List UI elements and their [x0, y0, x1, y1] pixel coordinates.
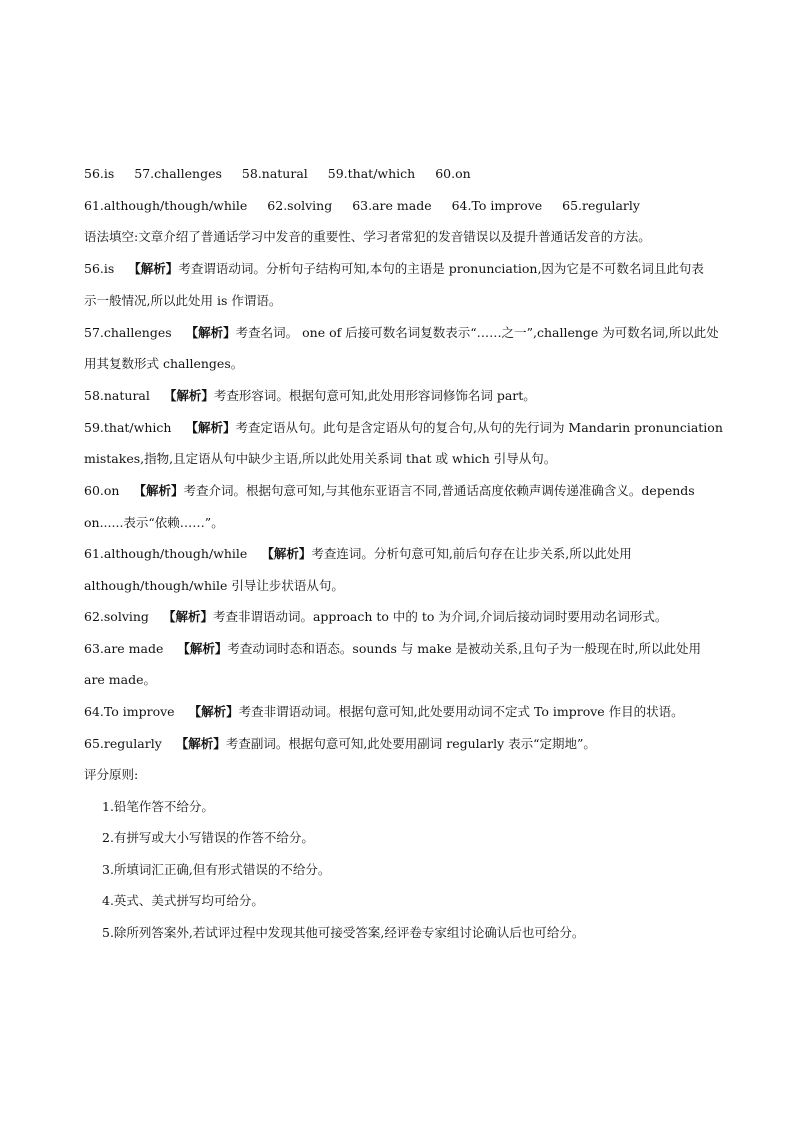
explanation-text: 考查形容词。根据句意可知,此处用形容词修饰名词 part。 — [213, 388, 536, 403]
item-number: 62.solving — [84, 609, 149, 624]
answer-item: 63.are made — [352, 198, 432, 213]
answer-row — [84, 198, 734, 214]
explanation-text: 考查副词。根据句意可知,此处要用副词 regularly 表示“定期地”。 — [225, 736, 596, 751]
analysis-tag: 【解析】 — [128, 261, 179, 276]
analysis-tag: 【解析】 — [162, 609, 213, 624]
analysis-tag: 【解析】 — [163, 388, 214, 403]
explanation-text: 考查定语从句。此句是含定语从句的复合句,从句的先行词为 Mandarin pronunciation — [235, 420, 723, 435]
explanation-line: mistakes,指物,且定语从句中缺少主语,所以此处用关系词 that 或 which 引导从句。 — [84, 451, 557, 466]
answer-item: 61.although/though/while — [84, 198, 248, 213]
explanation-line: although/though/while 引导让步状语从句。 — [84, 578, 344, 593]
rule-item: 3.所填词汇正确,但有形式错误的不给分。 — [102, 862, 331, 877]
explanation-line — [84, 546, 734, 562]
item-number: 58.natural — [84, 388, 150, 403]
explanation-text: 考查非谓语动词。根据句意可知,此处要用动词不定式 To improve 作目的状语。 — [238, 704, 684, 719]
explanation-line: are made。 — [84, 672, 157, 687]
explanation-line: 用其复数形式 challenges。 — [84, 356, 244, 371]
answer-item: 64.To improve — [451, 198, 543, 213]
analysis-tag: 【解析】 — [175, 736, 226, 751]
explanation-text: 考查介词。根据句意可知,与其他东亚语言不同,普通话高度依赖声调传递准确含义。depends — [183, 483, 695, 498]
explanation-line: 示一般情况,所以此处用 is 作谓语。 — [84, 293, 282, 308]
rule-item: 2.有拼写或大小写错误的作答不给分。 — [102, 830, 314, 845]
analysis-tag: 【解析】 — [177, 641, 228, 656]
explanation-text: 考查连词。分析句意可知,前后句存在让步关系,所以此处用 — [311, 546, 632, 561]
item-number: 64.To improve — [84, 704, 175, 719]
explanation-text: 考查非谓语动词。approach to 中的 to 为介词,介词后接动词时要用动名词形式。 — [212, 609, 668, 624]
item-number: 63.are made — [84, 641, 164, 656]
analysis-tag: 【解析】 — [185, 420, 236, 435]
rules-title: 评分原则: — [84, 767, 139, 782]
explanation-line — [84, 325, 734, 341]
item-number: 57.challenges — [84, 325, 172, 340]
explanation-line — [84, 609, 734, 625]
answer-item: 57.challenges — [134, 166, 222, 181]
explanation-line — [84, 736, 734, 752]
analysis-tag: 【解析】 — [188, 704, 239, 719]
analysis-tag: 【解析】 — [133, 483, 184, 498]
item-number: 61.although/though/while — [84, 546, 248, 561]
answer-item: 60.on — [435, 166, 471, 181]
passage-summary: 语法填空:文章介绍了普通话学习中发音的重要性、学习者常犯的发音错误以及提升普通话发音的方法。 — [84, 229, 651, 244]
explanation-line — [84, 261, 734, 277]
explanation-text: 考查名词。 one of 后接可数名词复数表示“……之一”,challenge 为可数名词,所以此处 — [235, 325, 719, 340]
answer-item: 65.regularly — [562, 198, 640, 213]
answer-item: 59.that/which — [327, 166, 416, 181]
answer-item: 56.is — [84, 166, 115, 181]
explanation-line — [84, 641, 734, 657]
item-number: 65.regularly — [84, 736, 162, 751]
explanation-line — [84, 388, 734, 404]
answer-item: 58.natural — [241, 166, 308, 181]
explanation-line: on......表示“依赖……”。 — [84, 515, 224, 530]
item-number: 59.that/which — [84, 420, 172, 435]
explanation-text: 考查动词时态和语态。sounds 与 make 是被动关系,且句子为一般现在时,所以此处用 — [227, 641, 702, 656]
explanation-line — [84, 420, 734, 436]
rule-item: 1.铅笔作答不给分。 — [102, 799, 214, 814]
explanation-line — [84, 483, 734, 499]
answer-item: 62.solving — [267, 198, 333, 213]
explanation-text: 考查谓语动词。分析句子结构可知,本句的主语是 pronunciation,因为它是不可数名词且此句表 — [178, 261, 704, 276]
rule-item: 4.英式、美式拼写均可给分。 — [102, 893, 264, 908]
explanation-line — [84, 704, 734, 720]
rule-item: 5.除所列答案外,若试评过程中发现其他可接受答案,经评卷专家组讨论确认后也可给分。 — [102, 925, 585, 940]
item-number: 56.is — [84, 261, 115, 276]
analysis-tag: 【解析】 — [261, 546, 312, 561]
analysis-tag: 【解析】 — [185, 325, 236, 340]
item-number: 60.on — [84, 483, 120, 498]
answer-row — [84, 166, 734, 182]
